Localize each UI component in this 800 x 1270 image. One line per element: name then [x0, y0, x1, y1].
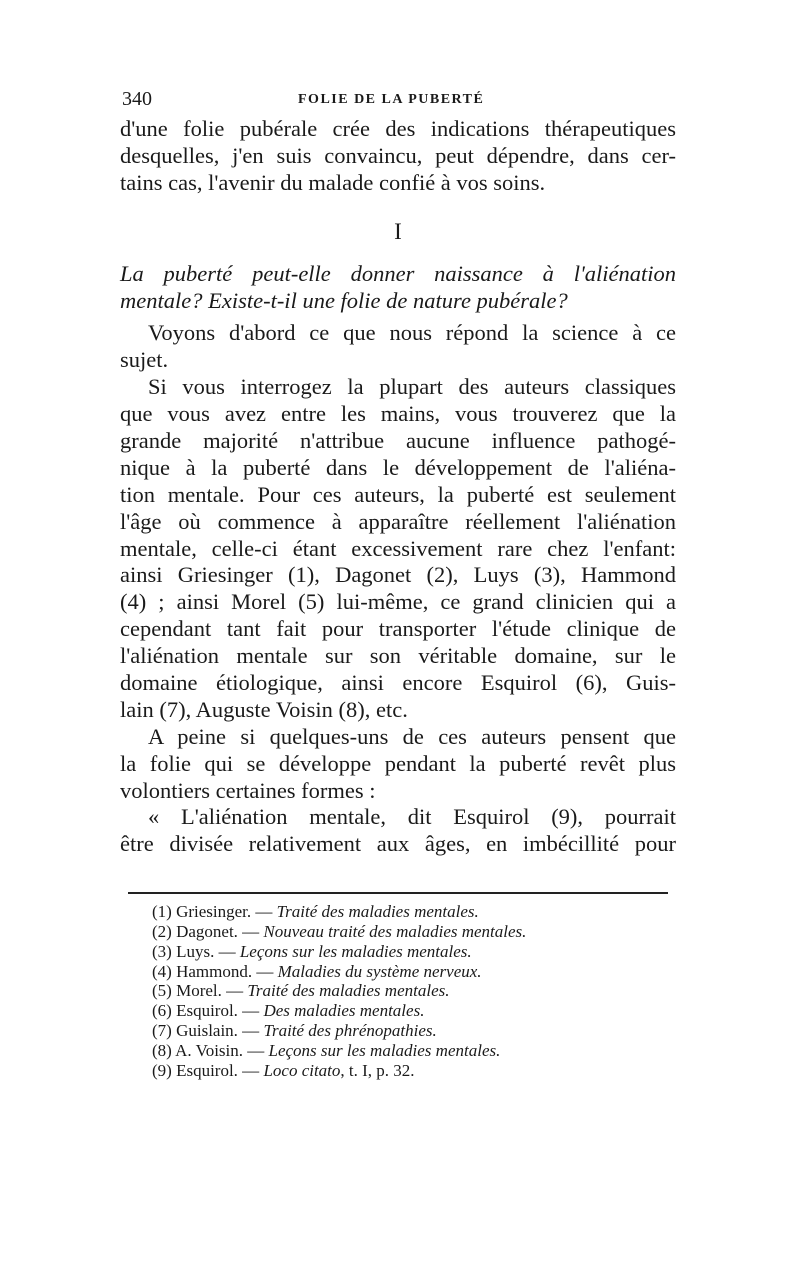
footnote	[152, 922, 676, 942]
text-line: sujet.	[120, 347, 169, 373]
text-line: « L'aliénation mentale, dit Esquirol (9), pourrait	[148, 804, 676, 830]
text-line: A peine si quelques-uns de ces auteurs pensent que	[148, 723, 676, 749]
footnote-author: Morel. —	[176, 981, 244, 1001]
footnote-marker: (1)	[152, 902, 172, 922]
footnote-suffix: , t. I, p. 32.	[340, 1060, 415, 1080]
running-title: FOLIE DE LA PUBERTÉ	[298, 92, 485, 107]
footnote-title: Traité des maladies mentales.	[247, 981, 450, 1001]
section-numeral: I	[394, 218, 402, 244]
text-line: tion mentale. Pour ces auteurs, la puberté est seulement	[120, 481, 676, 507]
footnote-author: Hammond. —	[176, 961, 274, 981]
footnote-marker: (9)	[152, 1060, 172, 1080]
paragraph	[120, 804, 676, 858]
text-line: desquelles, j'en suis convaincu, peut dépendre, dans cer-	[120, 142, 676, 168]
footnote	[152, 902, 676, 922]
text-line: Si vous interrogez la plupart des auteurs classiques	[148, 374, 676, 400]
footnote-title: Leçons sur les maladies mentales.	[268, 1040, 501, 1060]
text-line: lain (7), Auguste Voisin (8), etc.	[120, 696, 408, 722]
footnote-title: Loco citato	[263, 1060, 341, 1080]
footnote-marker: (7)	[152, 1021, 172, 1041]
text-line: être divisée relativement aux âges, en imbécillité pour	[120, 831, 676, 857]
section-title	[120, 261, 676, 315]
book-page	[120, 88, 676, 1080]
footnote-marker: (3)	[152, 941, 172, 961]
footnote-title: Traité des phrénopathies.	[263, 1021, 437, 1041]
footnote-title: Leçons sur les maladies mentales.	[239, 941, 472, 961]
text-line: ainsi Griesinger (1), Dagonet (2), Luys (3), Hammond	[120, 562, 676, 588]
footnote	[152, 1061, 676, 1081]
footnotes	[120, 902, 676, 1080]
text-line: domaine étiologique, ainsi encore Esquirol (6), Guis-	[120, 670, 676, 696]
footnote-author: Griesinger. —	[176, 902, 273, 922]
footnote-title: Maladies du système nerveux.	[277, 961, 482, 981]
footnote	[152, 1041, 676, 1061]
text-line: l'âge où commence à apparaître réellement l'aliénation	[120, 508, 676, 534]
text-line: (4) ; ainsi Morel (5) lui-même, ce grand clinicien qui a	[120, 589, 676, 615]
text-line: d'une folie pubérale crée des indications thérapeutiques	[120, 116, 676, 141]
footnote	[152, 981, 676, 1001]
footnote-title: Nouveau traité des maladies mentales.	[263, 922, 527, 942]
text-line: grande majorité n'attribue aucune influence pathogé-	[120, 428, 676, 454]
paragraph	[120, 374, 676, 724]
footnote-marker: (8)	[152, 1040, 172, 1060]
section-title-line: La puberté peut-elle donner naissance à l'aliénation	[120, 260, 676, 286]
opening-paragraph	[120, 116, 676, 197]
text-line: cependant tant fait pour transporter l'étude clinique de	[120, 616, 676, 642]
footnote-author: Dagonet. —	[176, 922, 260, 942]
footnote-title: Traité des maladies mentales.	[276, 902, 479, 922]
section-title-line: mentale? Existe-t-il une folie de nature pubérale?	[120, 287, 568, 313]
text-line: l'aliénation mentale sur son véritable domaine, sur le	[120, 643, 676, 669]
footnote-author: A. Voisin. —	[175, 1040, 265, 1060]
text-line: volontiers certaines formes :	[120, 777, 376, 803]
footnote-marker: (5)	[152, 981, 172, 1001]
footnote-marker: (2)	[152, 922, 172, 942]
page-number: 340	[122, 88, 152, 110]
footnote	[152, 1021, 676, 1041]
footnote-marker: (4)	[152, 961, 172, 981]
footnote	[152, 1001, 676, 1021]
paragraph	[120, 320, 676, 374]
paragraph	[120, 724, 676, 805]
text-line: la folie qui se développe pendant la puberté revêt plus	[120, 750, 676, 776]
footnote	[152, 962, 676, 982]
text-line: que vous avez entre les mains, vous trouverez que la	[120, 401, 676, 427]
footnote-author: Esquirol. —	[176, 1001, 260, 1021]
footnote-author: Guislain. —	[176, 1021, 260, 1041]
footnote-author: Esquirol. —	[176, 1060, 260, 1080]
text-line: nique à la puberté dans le développement de l'aliéna-	[120, 454, 676, 480]
footnote-marker: (6)	[152, 1001, 172, 1021]
footnote-title: Des maladies mentales.	[263, 1001, 425, 1021]
text-line: Voyons d'abord ce que nous répond la science à ce	[148, 320, 676, 346]
text-line: mentale, celle-ci étant excessivement rare chez l'enfant:	[120, 535, 676, 561]
footnote-divider	[128, 892, 668, 894]
footnote-author: Luys. —	[176, 941, 236, 961]
footnote	[152, 942, 676, 962]
text-line: tains cas, l'avenir du malade confié à vos soins.	[120, 169, 546, 195]
running-head	[120, 88, 676, 116]
